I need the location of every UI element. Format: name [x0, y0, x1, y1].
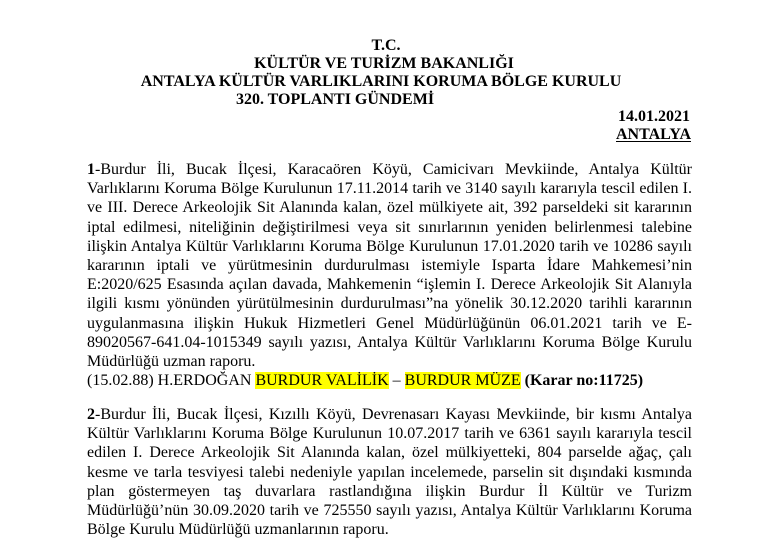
header-ministry: KÜLTÜR VE TURİZM BAKANLIĞI — [254, 55, 514, 72]
assignment-separator: – — [388, 372, 405, 390]
header-tc: T.C. — [371, 37, 401, 54]
assignment-line — [87, 371, 692, 390]
decision-number: (Karar no:11725) — [520, 372, 644, 390]
meeting-title: 320. TOPLANTI GÜNDEMİ — [235, 91, 435, 108]
header-board: ANTALYA KÜLTÜR VARLIKLARINI KORUMA BÖLGE KURULU — [140, 73, 622, 90]
meeting-date: 14.01.2021 — [618, 108, 690, 125]
recipient-highlight-2: BURDUR MÜZE — [404, 372, 521, 390]
recipient-highlight-1: BURDUR VALİLİK — [255, 372, 389, 390]
item-text: -Burdur İli, Bucak İlçesi, Karacaören Köyü, Camicivarı Mevkiinde, Antalya Kültür Varlıklarını Koruma Bölge Kurulunun 17.11.2014 tarih ve 3140 sayılı kararıyla tescil edilen I. ve III. Derece Arkeolojik Sit Alanında kalan, özel mülkiyete ait, 392 parseldeki sit kararının iptal edilmesi, niteliğinin değiştirilmesi veya sit sınırlarının yeniden belirlenmesi talebine ilişkin Antalya Kültür Varlıklarını Koruma Bölge Kurulunun 17.01.2020 tarih ve 10286 sayılı kararının iptali ve yürütmesinin durdurulması istemiyle Isparta İdare Mahkemesi’nin E:2020/625 Esasında açılan davada, Mahkemenin “işlemin I. Derece Arkeolojik Sit Alanıyla ilgili kısmı yönünden yürütülmesinin durdurulması”na yönelik 30.12.2020 tarihli kararının uygulanmasına ilişkin Hukuk Hizmetleri Genel Müdürlüğünün 06.01.2021 tarih ve E-89020567-641.04-1015349 sayılı yazısı, Antalya Kültür Varlıklarını Koruma Bölge Kurulu Müdürlüğü uzman raporu. — [87, 161, 692, 371]
item-text: -Burdur İli, Bucak İlçesi, Kızıllı Köyü, Devrenasarı Kayası Mevkiinde, bir kısmı Antalya Kültür Varlıklarını Koruma Bölge Kurulunun 10.07.2017 tarih ve 6361 sayılı kararıyla tescil edilen I. Derece Arkeolojik Sit Alanında kalan, özel mülkiyetteki, 804 parselde ağaç, çalı kesme ve tarla tesviyesi talebi nedeniyle yapılan incelemede, parselin sit dışındaki kısmında plan göstermeyen taş duvarlara rastlandığına ilişkin Burdur İl Kültür ve Turizm Müdürlüğü’nün 30.09.2020 tarih ve 725550 sayılı yazısı, Antalya Kültür Varlıklarını Koruma Bölge Kurulu Müdürlüğü uzmanlarının raporu. — [87, 406, 692, 539]
agenda-item-1-body — [87, 160, 692, 371]
item-number: 1 — [87, 161, 95, 178]
agenda-item-2 — [87, 405, 692, 539]
meeting-city: ANTALYA — [616, 126, 691, 143]
agenda-item-1 — [87, 160, 692, 390]
agenda-item-2-body — [87, 405, 692, 539]
item-number: 2 — [87, 406, 95, 423]
date-location — [616, 108, 691, 144]
assignment-prefix: (15.02.88) H.ERDOĞAN — [87, 372, 256, 390]
document-header — [0, 37, 762, 109]
